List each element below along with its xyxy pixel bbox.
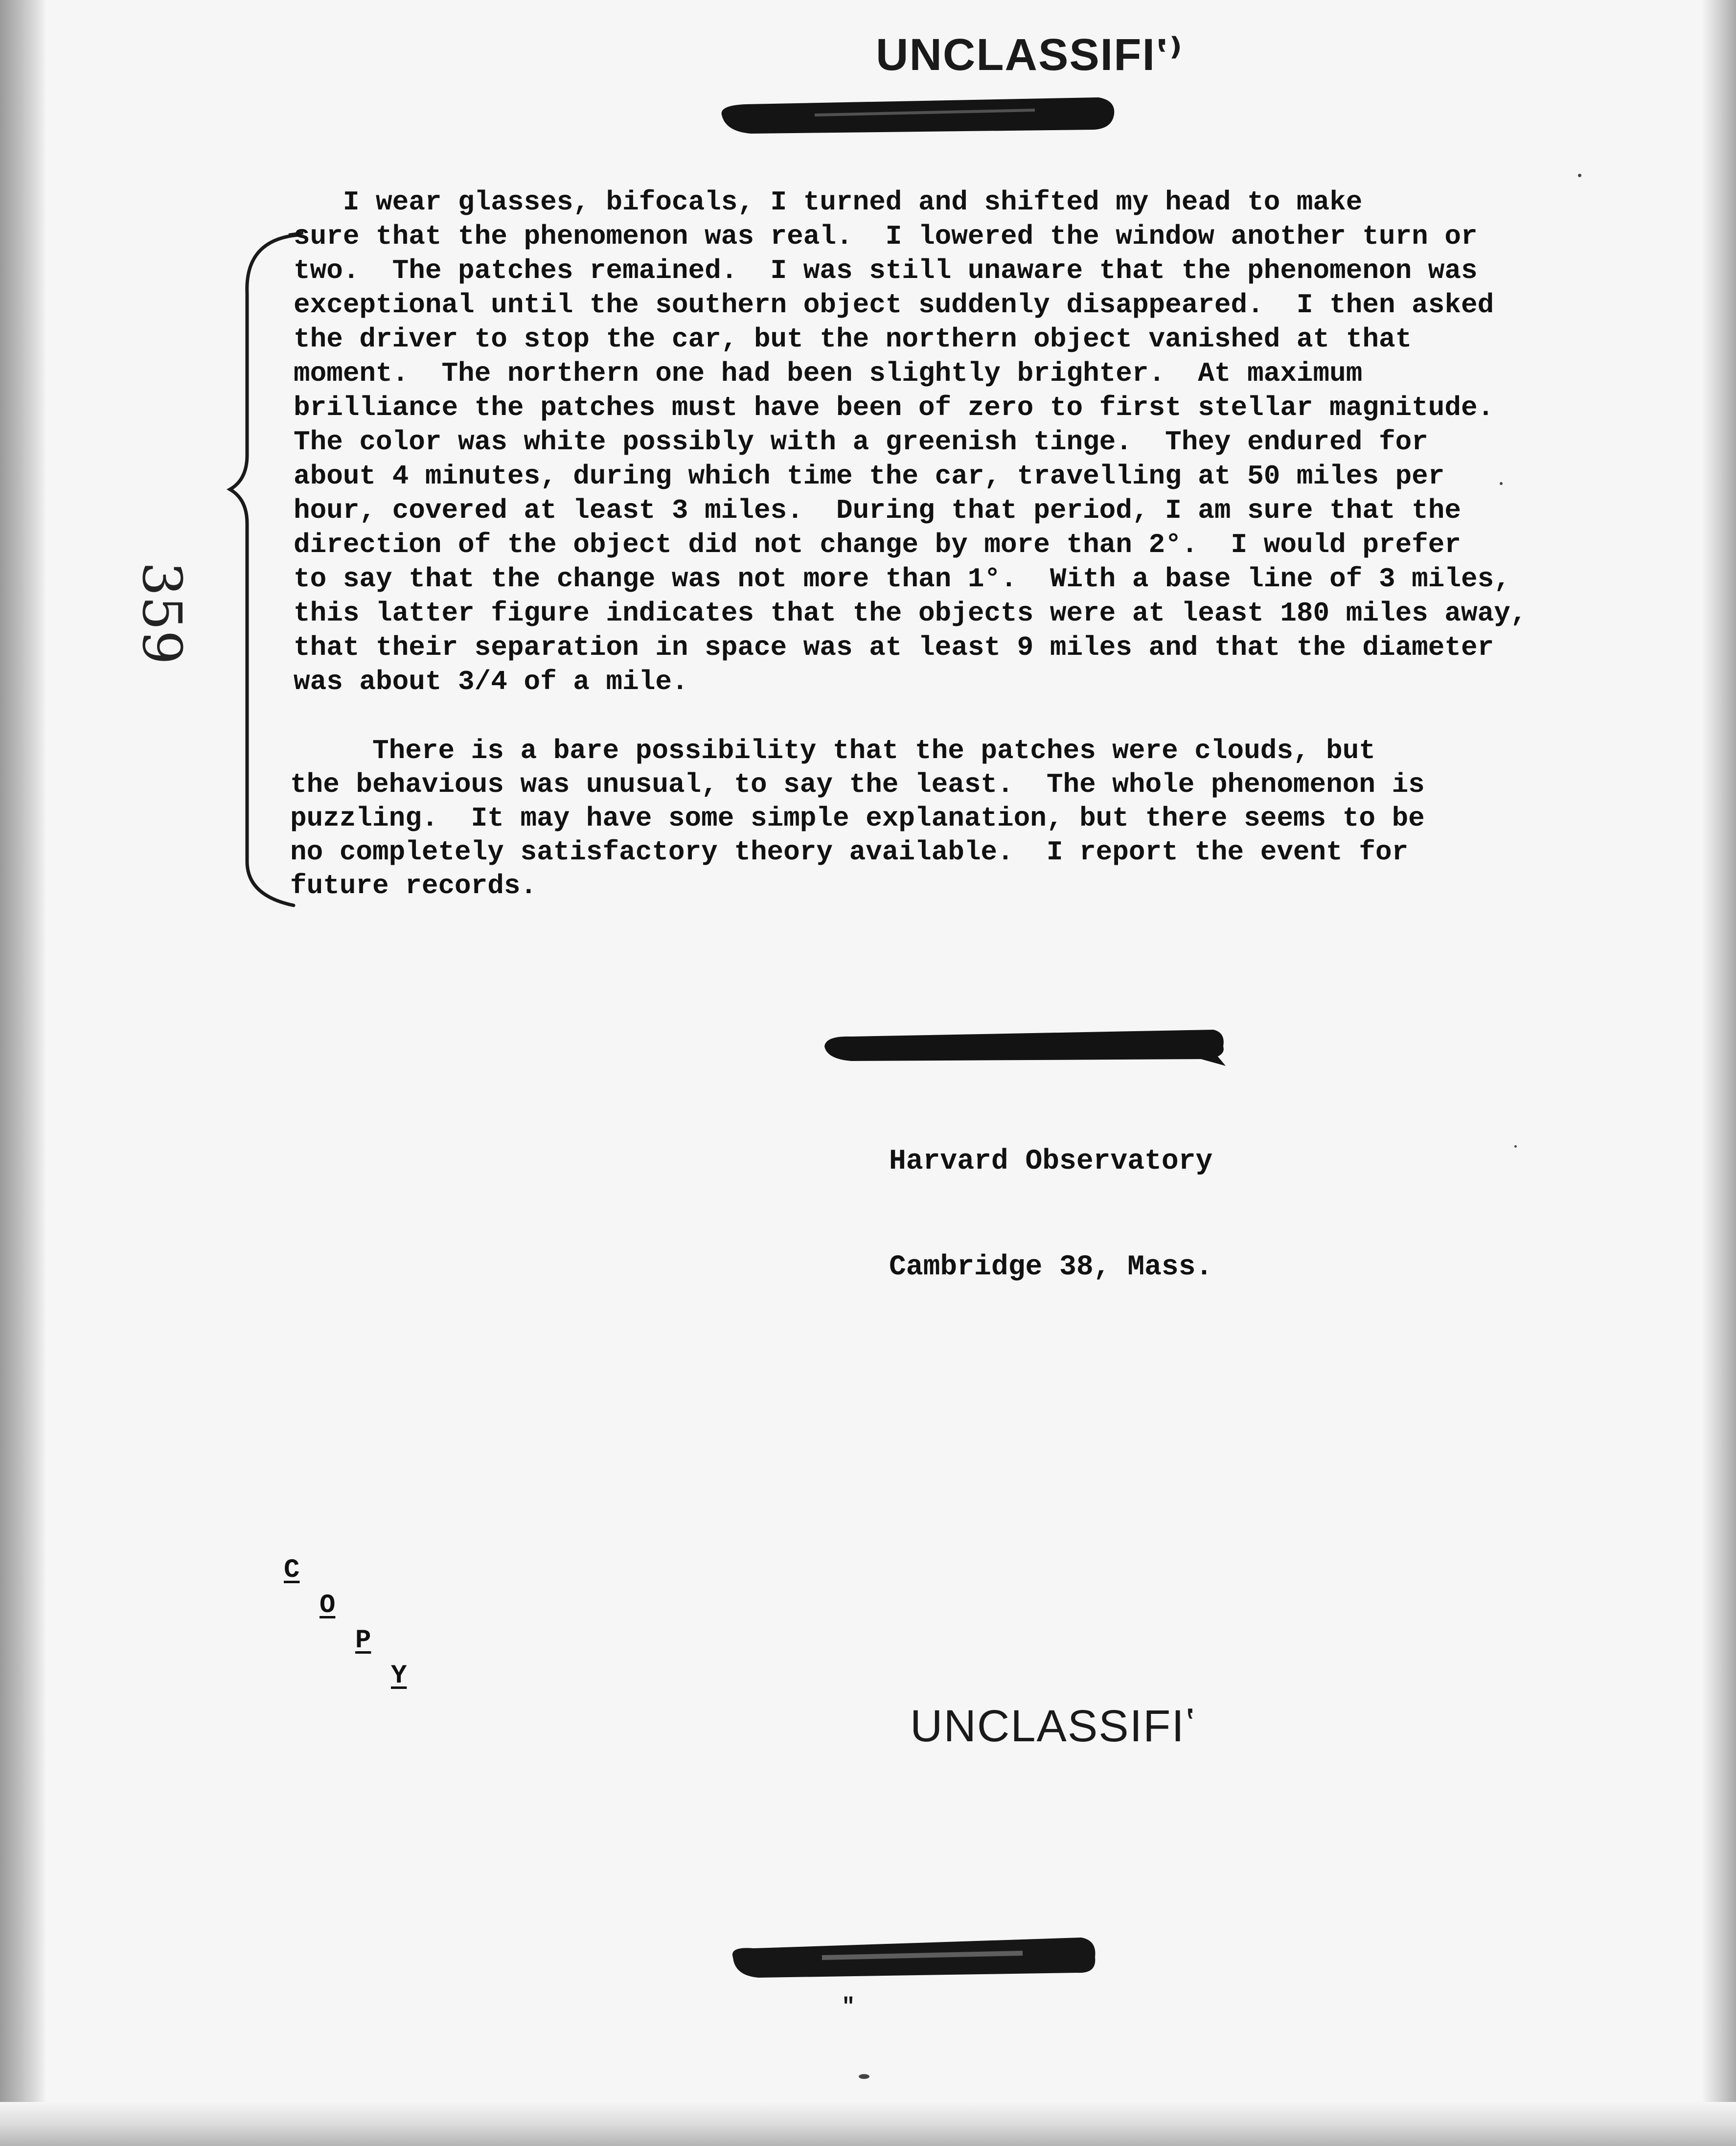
paragraph-2: There is a bare possibility that the patches were clouds, but the behavious was unusual, to say the least. The whole phenomenon is puzzling. It may have some simple explanation, but there seems to be no completely satisfactory theory available. I report the event for future records. (290, 735, 1425, 901)
scan-edge-left (0, 0, 46, 2146)
copy-letter-c: C (284, 1555, 300, 1585)
redaction-bar-bottom (729, 1931, 1098, 1984)
signature-block (889, 1074, 1212, 1356)
handwritten-page-number: 359 (131, 562, 193, 665)
paragraph-1: I wear glasses, bifocals, I turned and shifted my head to make sure that the phenomenon was real. I lowered the window another turn or two. The patches remained. I was still unaware that the phenomenon was exceptional until the southern object suddenly disappeared. I then asked the driver to stop the car, but the northern object vanished at that moment. The northern one had been slightly brighter. At maximum brilliance the patches must have been of zero to first stellar magnitude. The color was white possibly with a greenish tinge. They endured for about 4 minutes, during which time the car, travelling at 50 miles per hour, covered at least 3 miles. During that period, I am sure that the direction of the object did not change by more than 2°. I would prefer to say that the change was not more than 1°. With a base line of 3 miles, this latter figure indicates that the objects were at least 180 miles away, that their separation in space was at least 9 miles and that the diameter was about 3/4 of a mile. (294, 186, 1527, 697)
redacted-signature-name (822, 1022, 1228, 1071)
page-mark: " (842, 1994, 855, 2020)
scan-edge-bottom (0, 2102, 1736, 2146)
scan-speck (1500, 482, 1503, 485)
classification-stamp-bottom: UNCLASSIFIʽ (910, 1701, 1196, 1751)
copy-letter-p: P (355, 1626, 371, 1656)
scan-speck (1514, 1145, 1517, 1148)
scan-speck (859, 2074, 869, 2079)
signature-line-1: Harvard Observatory (889, 1146, 1213, 1177)
scan-edge-right (1702, 0, 1736, 2146)
signature-line-2: Cambridge 38, Mass. (889, 1251, 1213, 1283)
scan-speck (1578, 174, 1581, 177)
copy-letter-o: O (320, 1591, 336, 1620)
classification-stamp-top: UNCLASSIFIʽ⁾ (876, 30, 1184, 80)
copy-letter-y: Y (391, 1661, 407, 1691)
redaction-bar-top (717, 91, 1118, 139)
